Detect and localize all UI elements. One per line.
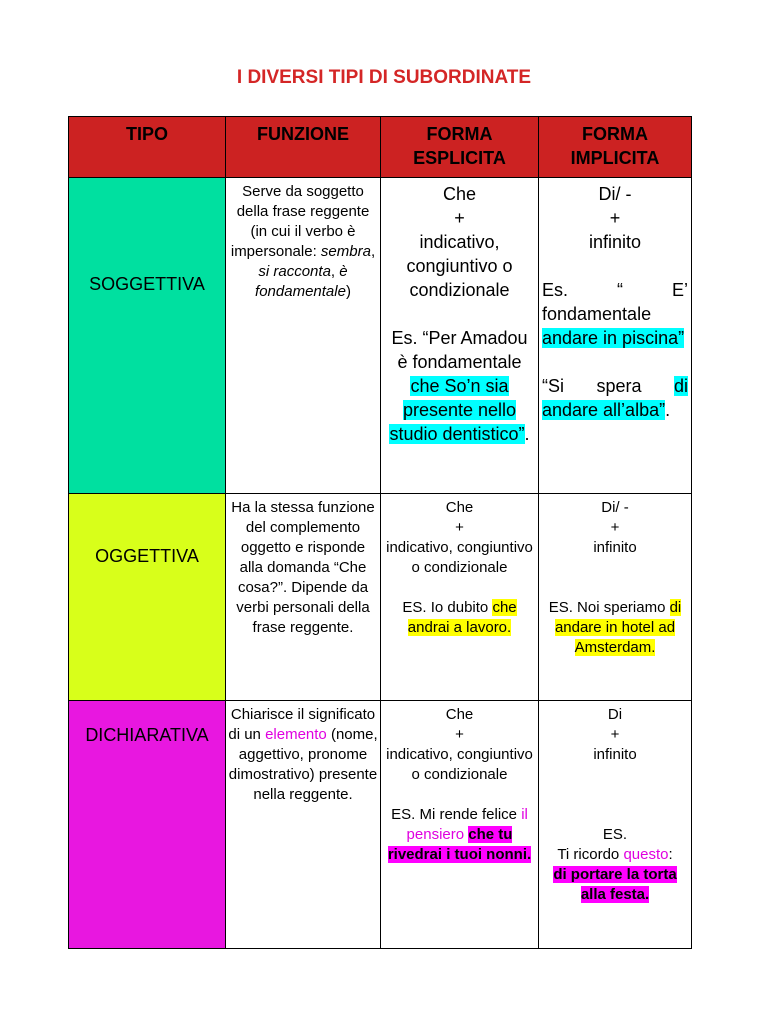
- tipo-label: OGGETTIVA: [95, 546, 199, 566]
- implicita-soggettiva: Di/ - + infinito Es. “ E’ fondamentale andare in piscina” “Si spera di andare all’alba”.: [539, 178, 692, 494]
- highlight-example: che tu rivedrai i tuoi nonni.: [387, 826, 532, 863]
- implicita-oggettiva: Di/ - + infinito ES. Noi speriamo di andare in hotel ad Amsterdam.: [539, 494, 692, 701]
- tipo-label: DICHIARATIVA: [85, 725, 209, 745]
- tipo-soggettiva: [69, 178, 226, 494]
- esplicita-dichiarativa: Che + indicativo, congiuntivo o condizionale ES. Mi rende felice il pensiero che tu rivedrai i tuoi nonni.: [381, 701, 539, 949]
- tipo-dichiarativa: [69, 701, 226, 949]
- table-row-dichiarativa: [69, 701, 692, 949]
- highlight-example: di portare la torta alla festa.: [553, 866, 677, 903]
- header-forma-esplicita: FORMA ESPLICITA: [381, 117, 539, 178]
- funzione-oggettiva: Ha la stessa funzione del complemento oggetto e risponde alla domanda “Che cosa?”. Dipende da verbi personali della frase reggente.: [226, 494, 381, 701]
- esplicita-oggettiva: Che + indicativo, congiuntivo o condizionale ES. Io dubito che andrai a lavoro.: [381, 494, 539, 701]
- tipo-label: SOGGETTIVA: [89, 274, 205, 294]
- implicita-dichiarativa: Di + infinito ES. Ti ricordo questo: di portare la torta alla festa.: [539, 701, 692, 949]
- highlight-example: che So’n sia presente nello studio dentistico”: [389, 376, 525, 444]
- header-funzione: FUNZIONE: [226, 117, 381, 178]
- highlight-example: che andrai a lavoro.: [407, 599, 517, 636]
- subordinate-table: [68, 116, 692, 949]
- header-row: [69, 117, 692, 178]
- page-title: I DIVERSI TIPI DI SUBORDINATE: [236, 67, 532, 88]
- table-row-oggettiva: [69, 494, 692, 701]
- funzione-soggettiva: Serve da soggetto della frase reggente (in cui il verbo è impersonale: sembra, si racconta, è fondamentale): [226, 178, 381, 494]
- esplicita-soggettiva: Che + indicativo, congiuntivo o condizionale Es. “Per Amadou è fondamentale che So’n sia presente nello studio dentistico”.: [381, 178, 539, 494]
- table-row-soggettiva: [69, 178, 692, 494]
- highlight-example: andare in piscina”: [542, 328, 685, 348]
- highlight-example: di andare all’alba”: [542, 376, 688, 420]
- header-forma-implicita: FORMA IMPLICITA: [539, 117, 692, 178]
- funzione-dichiarativa: Chiarisce il significato di un elemento (nome, aggettivo, pronome dimostrativo) presente nella reggente.: [226, 701, 381, 949]
- tipo-oggettiva: [69, 494, 226, 701]
- highlight-example: di andare in hotel ad Amsterdam.: [554, 599, 682, 656]
- header-tipo: TIPO: [69, 117, 226, 178]
